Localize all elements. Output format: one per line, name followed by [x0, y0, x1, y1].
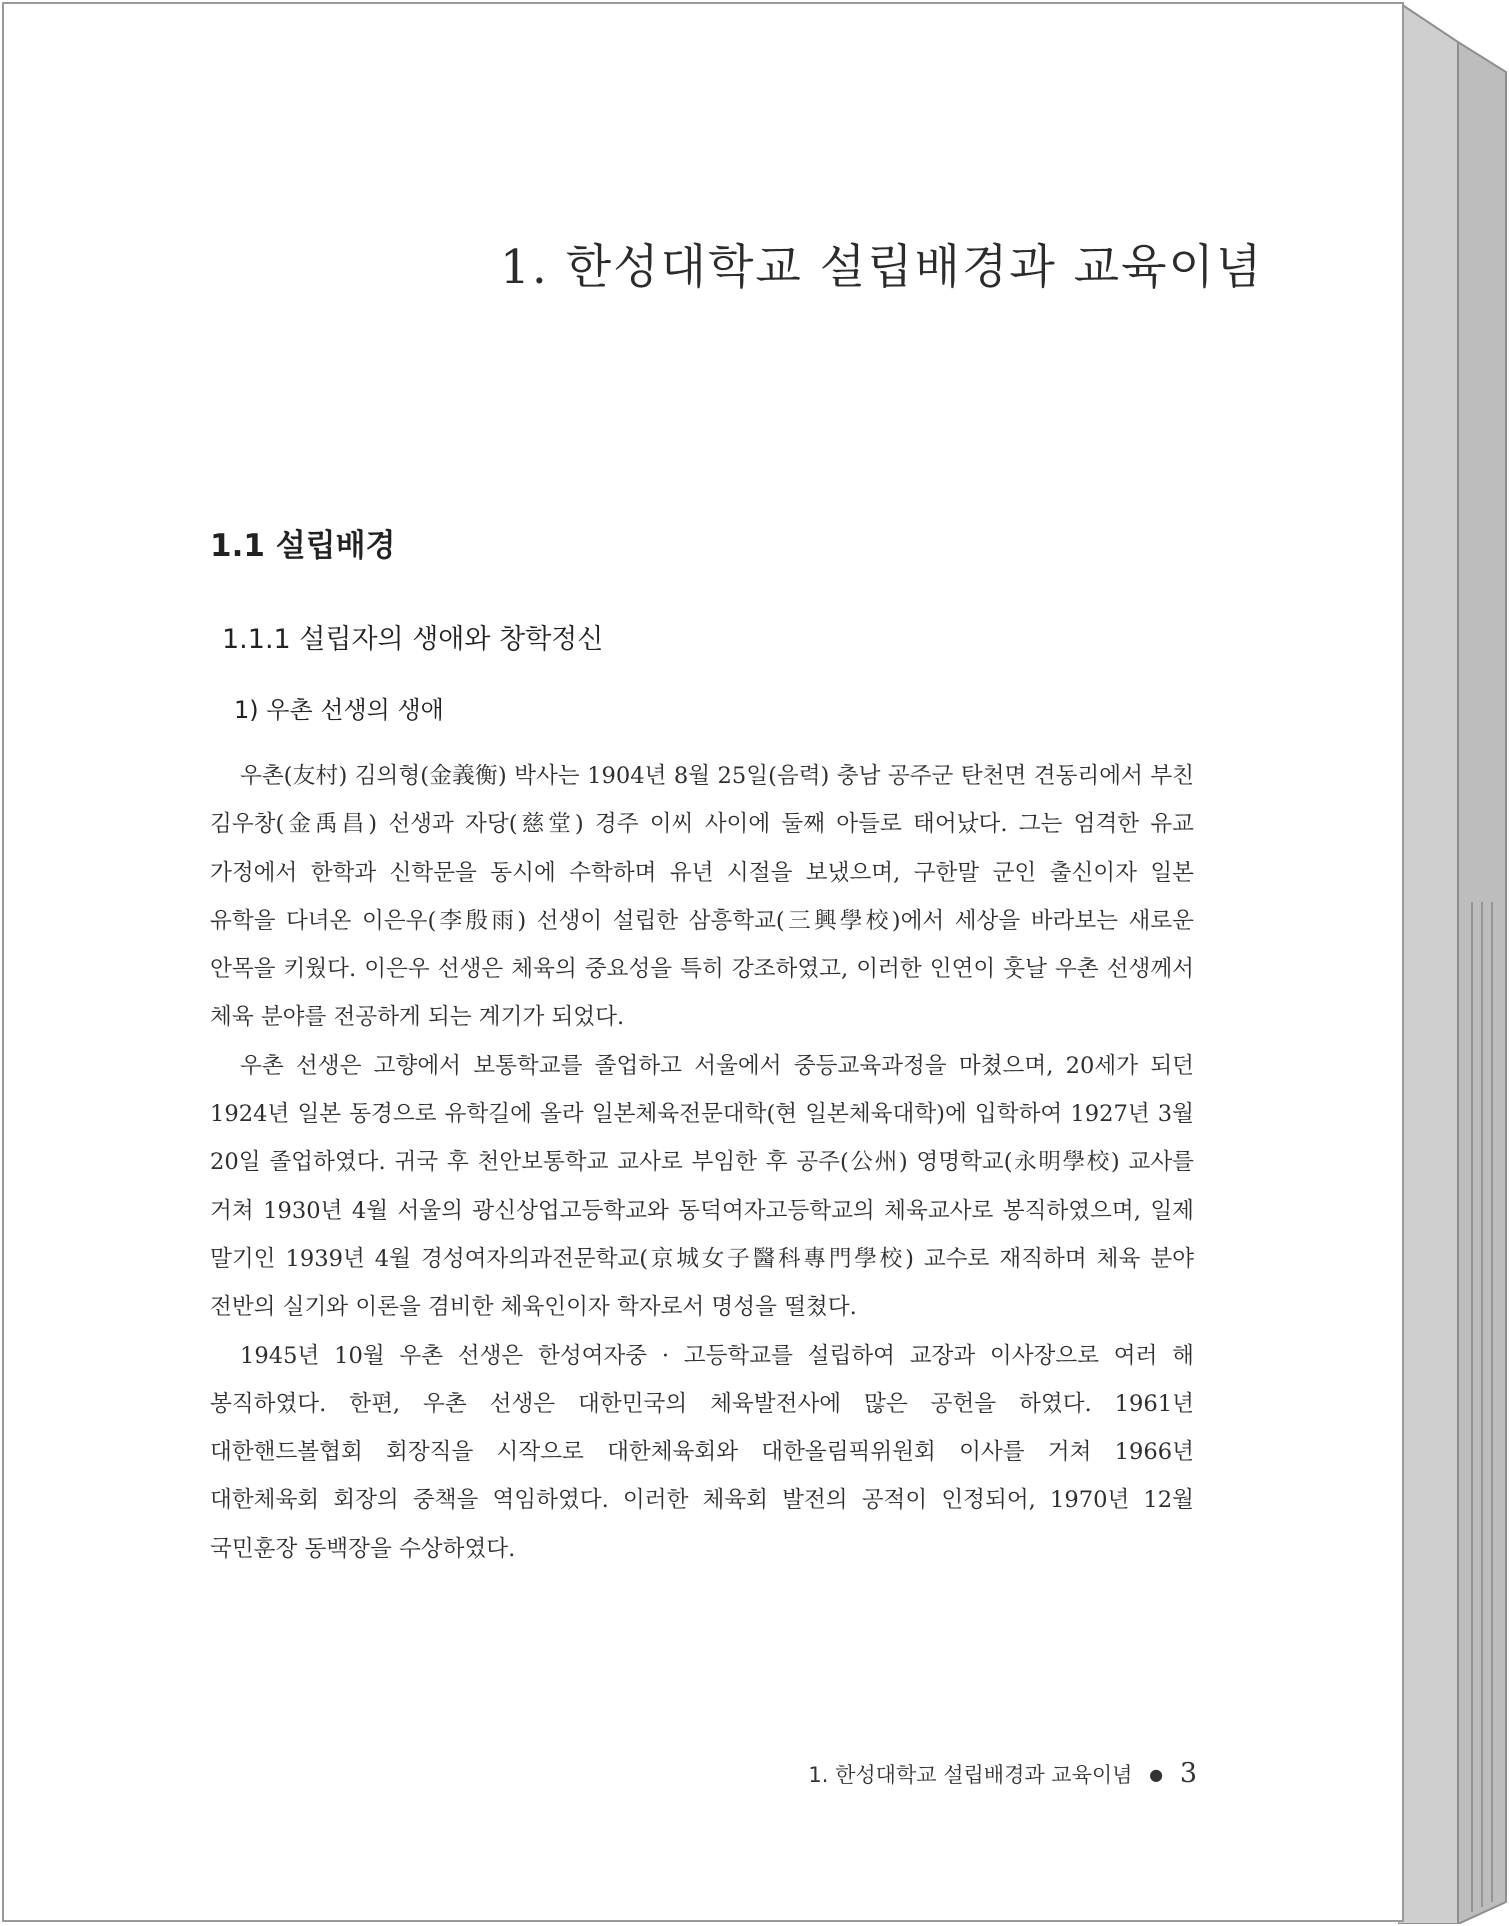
item-heading: 1) 우촌 선생의 생애 — [234, 696, 444, 724]
subsection-heading: 1.1.1 설립자의 생애와 창학정신 — [222, 624, 604, 655]
book-page-stack — [1398, 2, 1508, 1924]
running-title: 1. 한성대학교 설립배경과 교육이념 — [808, 1763, 1133, 1787]
page-number: 3 — [1179, 1758, 1197, 1789]
chapter-title: 1. 한성대학교 설립배경과 교육이념 — [500, 240, 1264, 295]
section-heading: 1.1 설립배경 — [210, 528, 396, 564]
paragraph: 우촌(友村) 김의형(金義衡) 박사는 1904년 8월 25일(음력) 충남 공주군 탄천면 견동리에서 부친 김우창(金禹昌) 선생과 자당(慈堂) 경주 이씨 사이에 둘째 아들로 태어났다. 그는 엄격한 유교 가정에서 한학과 신학문을 동시에 수학하며 유년 시절을 보냈으며, 구한말 군인 출신이자 일본 유학을 다녀온 이은우(李殷雨) 선생이 설립한 삼흥학교(三興學校)에서 세상을 바라보는 새로운 안목을 키웠다. 이은우 선생은 체육의 중요성을 특히 강조하였고, 이러한 인연이 훗날 우촌 선생께서 체육 분야를 전공하게 되는 계기가 되었다. — [210, 763, 1194, 1031]
paragraph: 1945년 10월 우촌 선생은 한성여자중 · 고등학교를 설립하여 교장과 이사장으로 여러 해 봉직하였다. 한편, 우촌 선생은 대한민국의 체육발전사에 많은 공헌을 하였다. 1961년 대한핸드볼협회 회장직을 시작으로 대한체육회와 대한올림픽위원회 이사를 거쳐 1966년 대한체육회 회장의 중책을 역임하였다. 이러한 체육회 발전의 공적이 인정되어, 1970년 12월 국민훈장 동백장을 수상하였다. — [210, 1342, 1194, 1562]
page-footer — [808, 1758, 1197, 1789]
paragraph: 우촌 선생은 고향에서 보통학교를 졸업하고 서울에서 중등교육과정을 마쳤으며, 20세가 되던 1924년 일본 동경으로 유학길에 올라 일본체육전문대학(현 일본체육대학)에 입학하여 1927년 3월 20일 졸업하였다. 귀국 후 천안보통학교 교사로 부임한 후 공주(公州) 영명학교(永明學校) 교사를 거쳐 1930년 4월 서울의 광신상업고등학교와 동덕여자고등학교의 체육교사로 봉직하였으며, 일제 말기인 1939년 4월 경성여자의과전문학교(京城女子醫科專門學校) 교수로 재직하며 체육 분야 전반의 실기와 이론을 겸비한 체육인이자 학자로서 명성을 떨쳤다. — [210, 1052, 1194, 1321]
body-text — [210, 752, 1194, 1573]
separator-bullet: ● — [1149, 1765, 1164, 1784]
